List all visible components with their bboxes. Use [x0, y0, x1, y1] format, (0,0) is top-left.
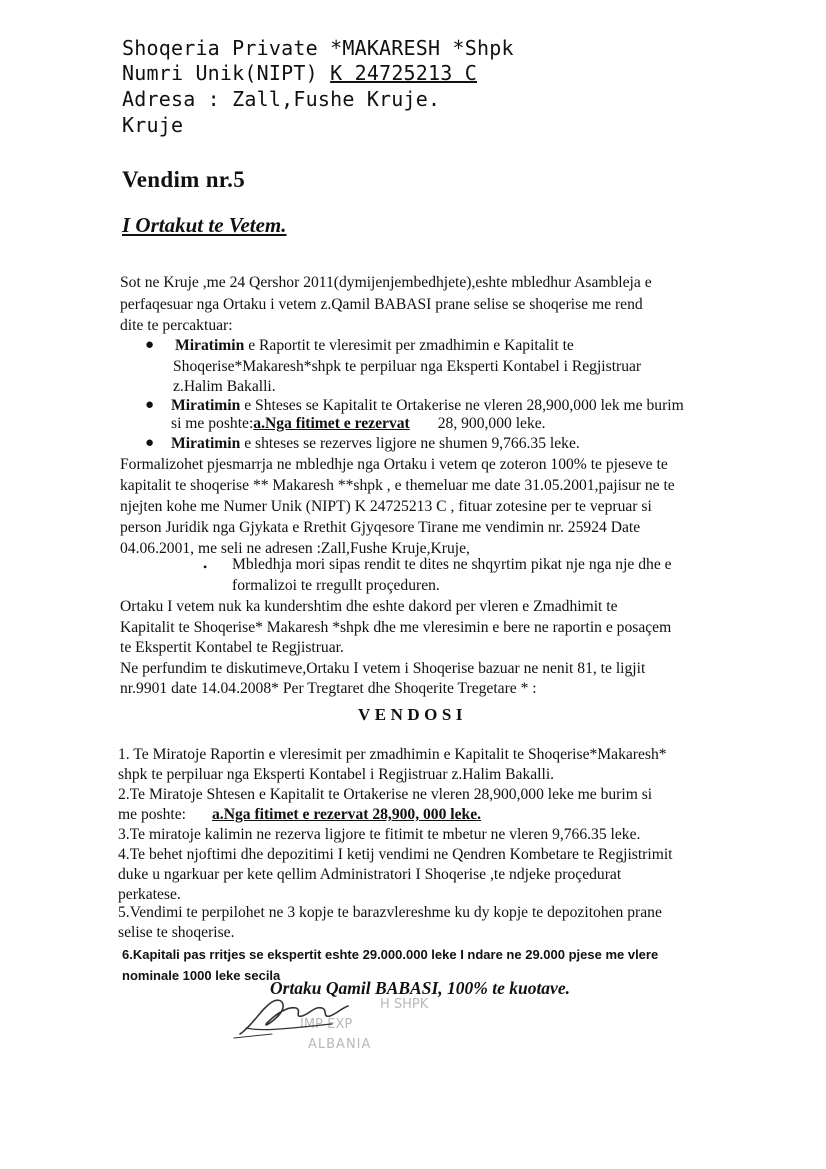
decision-2-line-2 — [118, 806, 481, 824]
agenda-item-2-line-2 — [171, 415, 546, 433]
stamp-line-2: IMP-EXP — [300, 1017, 353, 1032]
formal-line-1: Formalizohet pjesmarrja ne mbledhje nga Ortaku i vetem qe zoteron 100% te pjeseve te — [120, 456, 668, 473]
agenda-item-3-rest: e shteses se rezerves ligjore ne shumen 9,766.35 leke. — [240, 435, 580, 452]
decision-1-line-1: 1. Te Miratoje Raportin e vleresimit per zmadhimin e Kapitalit te Shoqerise*Makaresh* — [118, 746, 667, 763]
formal-line-5: 04.06.2001, me seli ne adresen :Zall,Fushe Kruje,Kruje, — [120, 540, 470, 557]
agenda-item-2-bold: Miratimin — [171, 397, 241, 414]
decision-4-line-3: perkatese. — [118, 886, 181, 903]
intro-line-3: dite te percaktuar: — [120, 317, 233, 334]
agenda-item-2-rest: e Shteses se Kapitalit te Ortakerise ne vleren 28,900,000 lek me burim — [240, 397, 684, 414]
formal-line-4: person Juridik nga Gjykata e Rrethit Gjyqesore Tirane me vendimin nr. 25924 Date — [120, 519, 641, 536]
address: Adresa : Zall,Fushe Kruje. — [122, 87, 441, 111]
vendosi-heading: VENDOSI — [358, 705, 467, 724]
agenda-item-2 — [171, 397, 684, 415]
intro-line-1: Sot ne Kruje ,me 24 Qershor 2011(dymijenjembedhjete),eshte mbledhur Asambleja e — [120, 274, 652, 291]
bullet-icon: • — [203, 560, 208, 574]
agenda-item-3-bold: Miratimin — [171, 435, 241, 452]
agenda-item-1-line-2: Shoqerise*Makaresh*shpk te perpiluar nga Eksperti Kontabel i Regjistruar — [173, 358, 642, 375]
procedure-line-2: formalizoi te rregullt proçeduren. — [232, 577, 440, 594]
ortaku-line-1: Ortaku I vetem nuk ka kundershtim dhe eshte dakord per vleren e Zmadhimit te — [120, 598, 618, 615]
decision-4-line-2: duke u ngarkuar per kete qellim Administratori I Shoqerise ,te ndjeke proçedurat — [118, 866, 622, 883]
agenda-item-2-pre: si me poshte: — [171, 415, 254, 432]
procedure-line-1: Mbledhja mori sipas rendit te dites ne shqyrtim pikat nje nga nje dhe e — [232, 556, 672, 573]
decision-4-line-1: 4.Te behet njoftimi dhe depozitimi I ketij vendimi ne Qendren Kombetare te Regjistrimit — [118, 846, 673, 863]
signer-name: Ortaku Qamil BABASI, 100% te kuotave. — [270, 978, 570, 998]
agenda-item-3 — [171, 435, 580, 453]
decision-6-line-2: nominale 1000 leke secila — [122, 968, 281, 983]
company-name: Shoqeria Private *MAKARESH *Shpk — [122, 36, 514, 60]
ortaku-line-2: Kapitalit te Shoqerise* Makaresh *shpk dhe me vleresimin e bere ne raportin e posaçem — [120, 619, 672, 636]
agenda-item-1-bold: Miratimin — [175, 337, 245, 354]
nipt-label: Numri Unik(NIPT) — [122, 61, 331, 85]
decision-6-line-1: 6.Kapitali pas rritjes se ekspertit eshte 29.000.000 leke I ndare ne 29.000 pjese me vlere — [122, 947, 659, 962]
stamp-line-3: ALBANIA — [308, 1037, 372, 1052]
agenda-item-2-post: 28, 900,000 leke. — [437, 415, 546, 432]
formal-line-3: njejten kohe me Numer Unik (NIPT) K 24725213 C , fituar zotesine per te vepruar si — [120, 498, 652, 515]
intro-line-2: perfaqesuar nga Ortaku i vetem z.Qamil BABASI prane selise se shoqerise me rend — [120, 296, 643, 313]
bullet-icon: ● — [145, 337, 155, 353]
stamp-line-1: H SHPK — [380, 997, 429, 1012]
decision-2-pre: me poshte: — [118, 806, 186, 823]
decision-1-line-2: shpk te perpiluar nga Eksperti Kontabel i Regjistruar z.Halim Bakalli. — [118, 766, 555, 783]
agenda-item-1-line-3: z.Halim Bakalli. — [173, 378, 276, 395]
ortaku-line-5: nr.9901 date 14.04.2008* Per Tregtaret dhe Shoqerite Tregetare * : — [120, 680, 537, 697]
agenda-item-1-rest: e Raportit te vleresimit per zmadhimin e Kapitalit te — [244, 337, 574, 354]
decision-5-line-1: 5.Vendimi te perpilohet ne 3 kopje te barazvlereshme ku dy kopje te depozitohen prane — [118, 904, 662, 921]
decision-5-line-2: selise te shoqerise. — [118, 924, 235, 941]
nipt-value: K 24725213 C — [330, 61, 478, 85]
agenda-item-1 — [175, 337, 574, 355]
decision-2-bold-amount: a.Nga fitimet e rezervat 28,900, 000 leke. — [212, 806, 482, 823]
handwritten-signature — [232, 988, 352, 1042]
nipt-line — [122, 61, 477, 85]
document-subtitle: I Ortakut te Vetem. — [122, 213, 287, 237]
ortaku-line-4: Ne perfundim te diskutimeve,Ortaku I vetem i Shoqerise bazuar ne nenit 81, te ligjit — [120, 660, 646, 677]
agenda-item-2-bold-amount: a.Nga fitimet e rezervat — [253, 415, 410, 432]
formal-line-2: kapitalit te shoqerise ** Makaresh **shpk , e themeluar me date 31.05.2001,pajisur ne te — [120, 477, 675, 494]
decision-2-line-1: 2.Te Miratoje Shtesen e Kapitalit te Ortakerise ne vleren 28,900,000 leke me burim si — [118, 786, 653, 803]
decision-3: 3.Te miratoje kalimin ne rezerva ligjore te fitimit te mbetur ne vleren 9,766.35 leke. — [118, 826, 641, 843]
city: Kruje — [122, 113, 184, 137]
bullet-icon: ● — [145, 435, 155, 451]
ortaku-line-3: te Ekspertit Kontabel te Regjistruar. — [120, 639, 344, 656]
bullet-icon: ● — [145, 397, 155, 413]
document-title: Vendim nr.5 — [122, 167, 246, 192]
